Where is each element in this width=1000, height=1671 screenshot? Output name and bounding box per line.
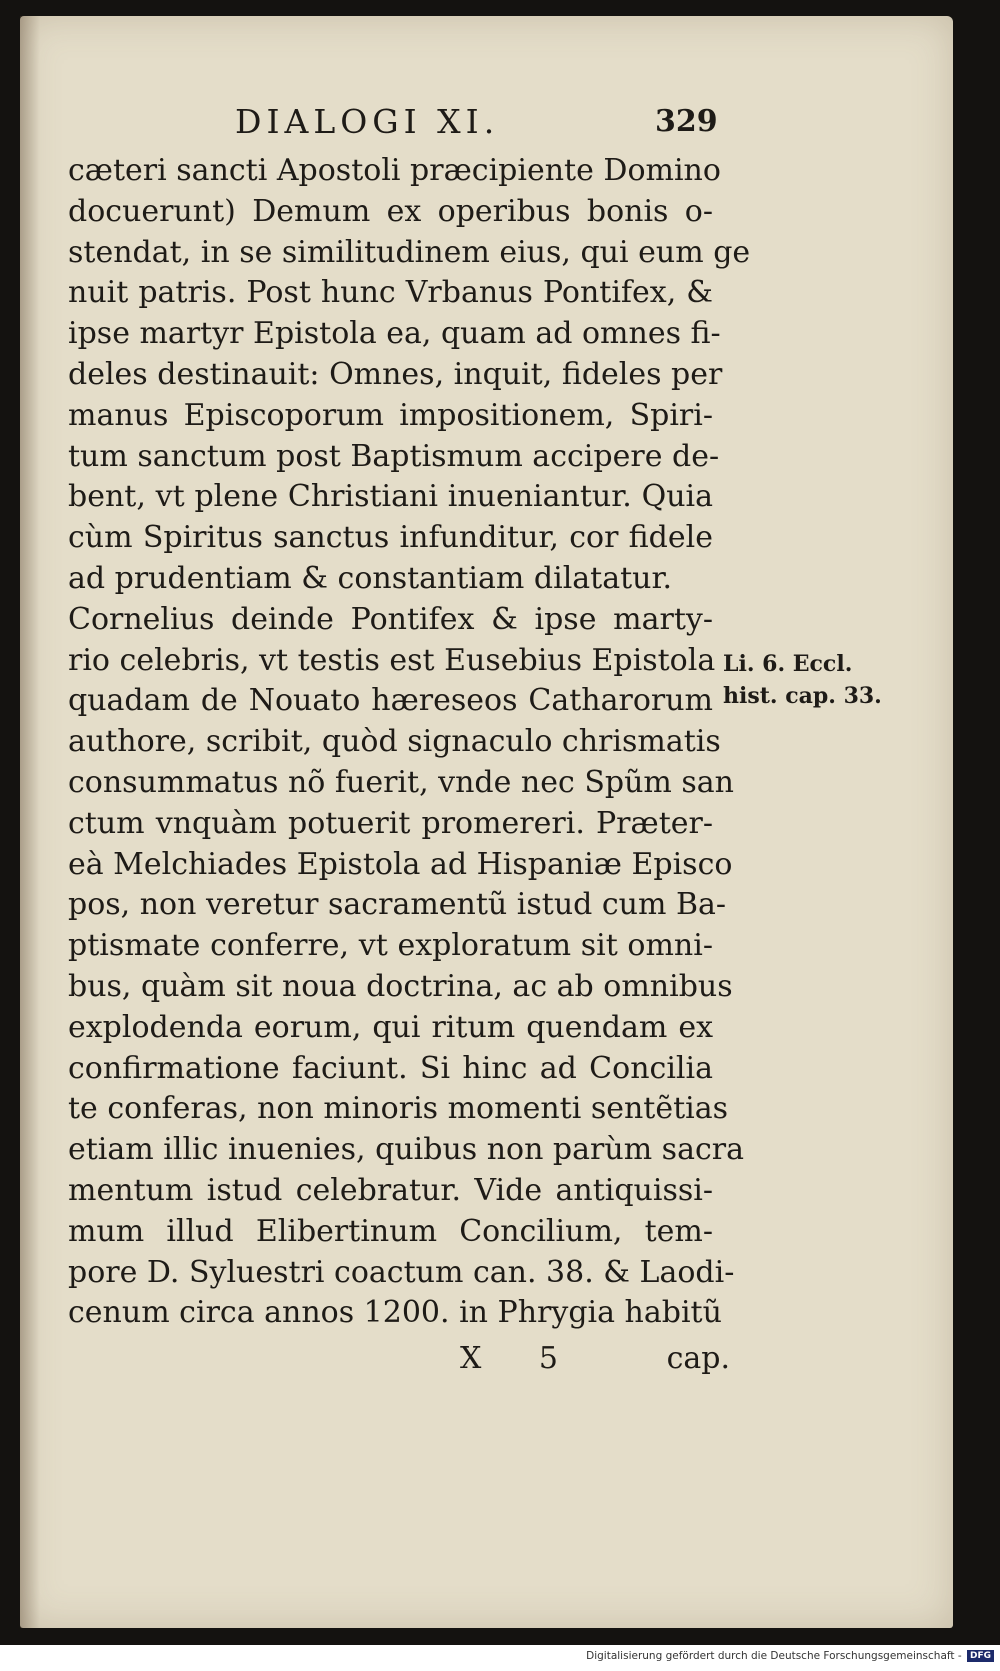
book-page — [20, 16, 953, 1628]
page-header — [215, 96, 735, 142]
text-line: pos, non veretur sacramentũ istud cum Ba- — [68, 887, 727, 923]
page-footer — [460, 1341, 730, 1385]
text-line: nuit patris. Post hunc Vrbanus Pontifex, & — [68, 275, 713, 311]
digitization-credit — [586, 1650, 994, 1662]
text-line: Cornelius deinde Pontifex & ipse marty- — [68, 601, 713, 637]
dfg-logo: DFG — [967, 1650, 994, 1662]
text-line: bus, quàm sit noua doctrina, ac ab omnibus — [68, 968, 733, 1004]
text-line: mentum istud celebratur. Vide antiquissi- — [68, 1172, 713, 1208]
text-line: stendat, in se similitudinem eius, qui eum ge — [68, 234, 751, 270]
margin-note-line: Li. 6. Eccl. — [723, 651, 853, 677]
text-line: cùm Spiritus sanctus infunditur, cor fidele — [68, 520, 713, 556]
catchword: cap. — [666, 1341, 730, 1376]
text-line: ipse martyr Epistola ea, quam ad omnes fi- — [68, 316, 721, 352]
text-line: mum illud Elibertinum Concilium, tem- — [68, 1213, 713, 1249]
margin-note — [723, 648, 882, 712]
body-text — [68, 151, 751, 1334]
credit-text: Digitalisierung gefördert durch die Deutsche Forschungsgemeinschaft - — [586, 1650, 962, 1662]
text-line: pore D. Syluestri coactum can. 38. & Laodi- — [68, 1254, 735, 1290]
text-line: ctum vnquàm potuerit promereri. Præter- — [68, 805, 713, 841]
text-line: tum sanctum post Baptismum accipere de- — [68, 438, 720, 474]
text-line: ad prudentiam & constantiam dilatatur. — [68, 560, 673, 596]
signature-mark: X 5 — [460, 1341, 582, 1376]
text-line: ptismate conferre, vt exploratum sit omni- — [68, 928, 713, 964]
text-line: confirmatione faciunt. Si hinc ad Concilia — [68, 1050, 713, 1086]
text-line: cæteri sancti Apostoli præcipiente Domino — [68, 153, 721, 188]
text-line: authore, scribit, quòd signaculo chrismatis — [68, 724, 721, 760]
text-line: bent, vt plene Christiani inueniantur. Quia — [68, 479, 713, 515]
text-line: explodenda eorum, qui ritum quendam ex — [68, 1009, 713, 1045]
text-line: rio celebris, vt testis est Eusebius Epistola — [68, 642, 716, 678]
text-line: eà Melchiades Epistola ad Hispaniæ Episco — [68, 846, 733, 882]
margin-note-line: hist. cap. 33. — [723, 683, 882, 709]
text-line: docuerunt) Demum ex operibus bonis o- — [68, 193, 713, 229]
text-line: consummatus nõ fuerit, vnde nec Spũm san — [68, 764, 734, 800]
text-line: manus Episcoporum impositionem, Spiri- — [68, 397, 713, 433]
text-line: cenum circa annos 1200. in Phrygia habitũ — [68, 1295, 722, 1331]
text-line: te conferas, non minoris momenti sentẽtias — [68, 1091, 729, 1127]
running-title: DIALOGI XI. — [235, 102, 500, 141]
text-line: deles destinauit: Omnes, inquit, fideles per — [68, 356, 723, 392]
page-number: 329 — [655, 104, 718, 139]
text-line: quadam de Nouato hæreseos Catharorum — [68, 683, 713, 719]
text-line: etiam illic inuenies, quibus non parùm sacra — [68, 1132, 744, 1168]
